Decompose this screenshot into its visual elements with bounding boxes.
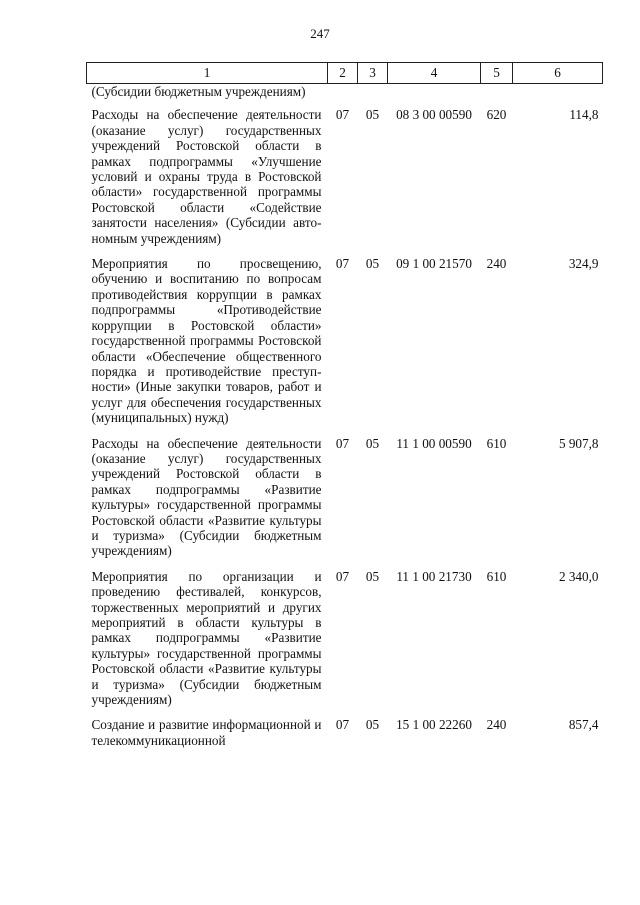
table-row — [87, 84, 603, 108]
header-col-4: 4 — [388, 63, 481, 84]
table-row — [87, 107, 603, 256]
row-amount: 5 907,8 — [558, 435, 599, 451]
row-target-code: 09 1 00 21570 — [396, 256, 472, 272]
row-section: 07 — [335, 568, 350, 584]
header-row — [87, 63, 603, 84]
row-description: Расходы на обеспечение деятельности (оказание услуг) государственных учреждений Ростовской области в рамках подпрограммы «Развитие культуры» государственной программы Ростовской области «Развитие культуры и туризма» (Субсидии бюджетным учреждениям) — [91, 435, 322, 559]
row-expense-type: 610 — [486, 435, 507, 451]
row-amount: 324,9 — [568, 256, 599, 272]
row-subsection: 05 — [365, 435, 380, 451]
row-expense-type: 240 — [486, 256, 507, 272]
row-amount: 857,4 — [568, 717, 599, 733]
row-section: 07 — [335, 256, 350, 272]
row-section: 07 — [335, 717, 350, 733]
row-target-code: 11 1 00 00590 — [396, 435, 472, 451]
row-target-code — [388, 84, 481, 108]
row-amount: 114,8 — [569, 107, 599, 123]
header-col-5: 5 — [481, 63, 513, 84]
row-section: 07 — [335, 107, 350, 123]
row-expense-type: 610 — [486, 568, 507, 584]
row-description: Мероприятия по просвещению, обучению и воспитанию по вопросам противодействия коррупции в рамках подпрограммы «Противодействие коррупции в Ростовской области» государственной программы Ростовской области «Обеспечение общественного порядка и противодействие преступности» (Иные закупки товаров, работ и услуг для обеспечения государственных (муниципальных) нужд) — [91, 256, 322, 426]
row-description: Мероприятия по организации и проведению фестивалей, конкурсов, торжественных мероприятий и других мероприятий в области культуры в рамках подпрограммы «Развитие культуры» государственной программы Ростовской области «Развитие культуры и туризма» (Субсидии бюджетным учреждениям) — [91, 568, 322, 708]
header-col-6: 6 — [513, 63, 603, 84]
table-row — [87, 569, 603, 718]
row-description: (Субсидии бюджетным учреждениям) — [91, 84, 306, 99]
page-number: 247 — [310, 26, 330, 41]
row-subsection — [358, 84, 388, 108]
row-target-code: 15 1 00 22260 — [396, 717, 472, 733]
row-subsection: 05 — [365, 568, 380, 584]
row-expense-type: 620 — [486, 107, 507, 123]
table-row — [87, 256, 603, 435]
row-amount: 2 340,0 — [558, 568, 599, 584]
row-expense-type: 240 — [486, 717, 507, 733]
row-amount — [513, 84, 603, 108]
row-section — [328, 84, 358, 108]
row-description: Расходы на обеспечение деятельности (оказание услуг) государственных учреждений Ростовской области в рамках подпрограммы «Улучшение условий и охраны труда в Ростовской области» государственной программы Ростовской области «Содействие занятости населения» (Субсидии автономным учреждениям) — [91, 107, 322, 246]
table-row — [87, 436, 603, 569]
row-subsection: 05 — [365, 256, 380, 272]
row-subsection: 05 — [365, 717, 380, 733]
row-description: Создание и развитие информационной и телекоммуникационной — [91, 717, 322, 748]
header-col-3: 3 — [358, 63, 388, 84]
row-expense-type — [481, 84, 513, 108]
row-target-code: 08 3 00 00590 — [396, 107, 472, 123]
row-target-code: 11 1 00 21730 — [396, 568, 472, 584]
row-subsection: 05 — [365, 107, 380, 123]
header-col-1: 1 — [87, 63, 328, 84]
table-row — [87, 717, 603, 758]
row-section: 07 — [335, 435, 350, 451]
header-col-2: 2 — [328, 63, 358, 84]
budget-table — [86, 62, 603, 758]
